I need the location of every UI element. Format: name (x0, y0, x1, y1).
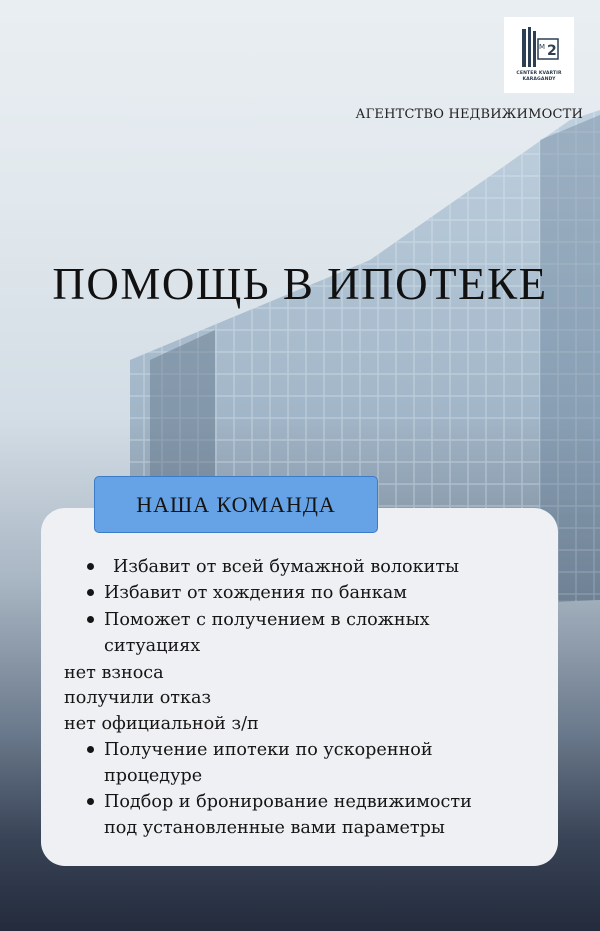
bullet-icon (87, 616, 94, 623)
list-item-plain: нет официальной з/п (64, 714, 259, 734)
list-item-continuation: под установленные вами параметры (104, 818, 445, 838)
list-item: Подбор и бронирование недвижимости (104, 792, 472, 812)
list-item-plain: нет взноса (64, 663, 164, 683)
team-badge-label: НАША КОМАНДА (136, 492, 336, 517)
team-badge (94, 476, 378, 533)
list-item: Избавит от хождения по банкам (104, 583, 407, 603)
svg-text:M: M (539, 43, 546, 51)
svg-text:2: 2 (547, 43, 557, 59)
list-item: Получение ипотеки по ускоренной (104, 740, 433, 760)
page-title: ПОМОЩЬ В ИПОТЕКЕ (52, 259, 548, 309)
list-item: Поможет с получением в сложных (104, 610, 430, 630)
logo-building-icon (520, 25, 560, 71)
bullet-icon (87, 563, 94, 570)
bullet-icon (87, 798, 94, 805)
company-logo (504, 17, 574, 93)
list-item: Избавит от всей бумажной волокиты (113, 557, 460, 577)
bullet-icon (87, 746, 94, 753)
list-item-continuation: процедуре (104, 766, 203, 786)
logo-line-1: CENTER KVARTIR (516, 71, 562, 76)
list-item-continuation: ситуациях (104, 636, 201, 656)
bullet-icon (87, 589, 94, 596)
list-item-plain: получили отказ (64, 688, 212, 708)
agency-label: АГЕНТСТВО НЕДВИЖИМОСТИ (355, 107, 583, 122)
logo-line-2: KARAGANDY (522, 77, 556, 82)
